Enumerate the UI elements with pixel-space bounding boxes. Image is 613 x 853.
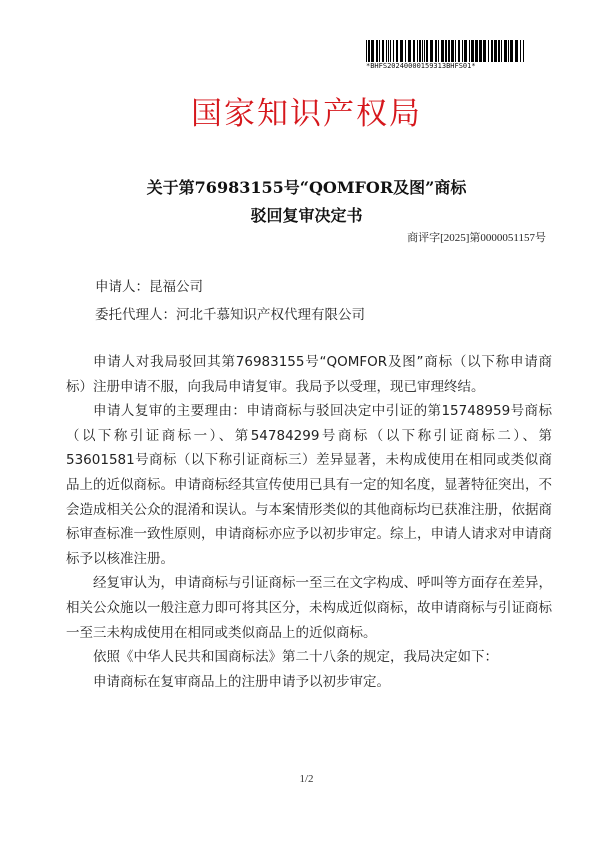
barcode-image	[366, 40, 524, 62]
document-title-line2: 驳回复审决定书	[250, 206, 363, 225]
agency-name: 国家知识产权局	[191, 96, 422, 132]
page-number: 1/2	[299, 773, 314, 785]
paragraph: 申请商标在复审商品上的注册申请予以初步审定。	[93, 673, 390, 690]
paragraph: 申请人对我局驳回其第76983155号“QOMFOR及图”商标（以下称申请商标）注册申请不服，向我局申请复审。我局予以受理，现已审理终结。	[66, 354, 552, 395]
paragraph: 经复审认为，申请商标与引证商标一至三在文字构成、呼叫等方面存在差异，相关公众施以一般注意力即可将其区分，未构成近似商标，故申请商标与引证商标一至三未构成使用在相同或类似商品上的近似商标。	[66, 575, 552, 641]
paragraph: 依照《中华人民共和国商标法》第二十八条的规定，我局决定如下：	[93, 649, 498, 666]
document-title-line1: 关于第76983155号“QOMFOR及图”商标	[146, 178, 467, 197]
applicant-line: 申请人：昆福公司	[95, 279, 203, 295]
paragraph: 申请人复审的主要理由：申请商标与驳回决定中引证的第15748959号商标（以下称引证商标一）、第54784299号商标（以下称引证商标二）、第53601581号商标（以下称引证商标三）差异显著，未构成使用在相同或类似商品上的近似商标。申请商标经其宣传使用已具有一定的知名度，显著特征突出，不会造成相关公众的混淆和误认。与本案情形类似的其他商标均已获准注册，依据商标审查标准一致性原则，申请商标亦应予以初步审定。综上，申请人请求对申请商标予以核准注册。	[66, 403, 552, 567]
decision-body	[66, 350, 552, 694]
agent-line: 委托代理人：河北千慕知识产权代理有限公司	[95, 307, 365, 323]
barcode-block	[366, 40, 526, 70]
document-number: 商评字[2025]第0000051157号	[407, 232, 546, 244]
barcode-number: *BHFS20240000159313BHFS01*	[366, 62, 476, 70]
